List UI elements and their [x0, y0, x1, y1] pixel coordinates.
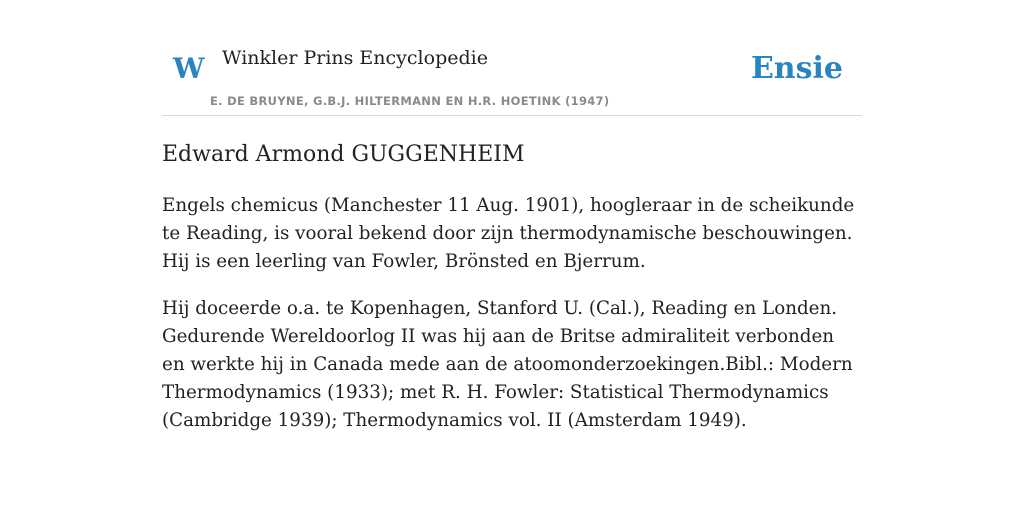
source-title[interactable]: Winkler Prins Encyclopedie — [222, 47, 488, 69]
source-authors: E. DE BRUYNE, G.B.J. HILTERMANN EN H.R. HOETINK (1947) — [210, 94, 610, 108]
encyclopedia-logo[interactable]: W — [173, 52, 205, 85]
article-title: Edward Armond GUGGENHEIM — [162, 142, 525, 167]
ensie-logo-link[interactable]: Ensie — [750, 51, 843, 86]
source-header — [162, 0, 862, 116]
article-paragraph: Hij doceerde o.a. te Kopenhagen, Stanford U. (Cal.), Reading en Londen. Gedurende Wereldoorlog II was hij aan de Britse admiraliteit verbonden en werkte hij in Canada mede aan de atoomonderzoekingen.Bibl.: Modern Thermodynamics (1933); met R. H. Fowler: Statistical Thermodynamics (Cambridge 1939); Thermodynamics vol. II (Amsterdam 1949). — [162, 298, 853, 431]
article-paragraph: Engels chemicus (Manchester 11 Aug. 1901), hoogleraar in de scheikunde te Reading, is vooral bekend door zijn thermodynamische beschouwingen. Hij is een leerling van Fowler, Brönsted en Bjerrum. — [162, 195, 855, 272]
article-page — [162, 0, 862, 431]
